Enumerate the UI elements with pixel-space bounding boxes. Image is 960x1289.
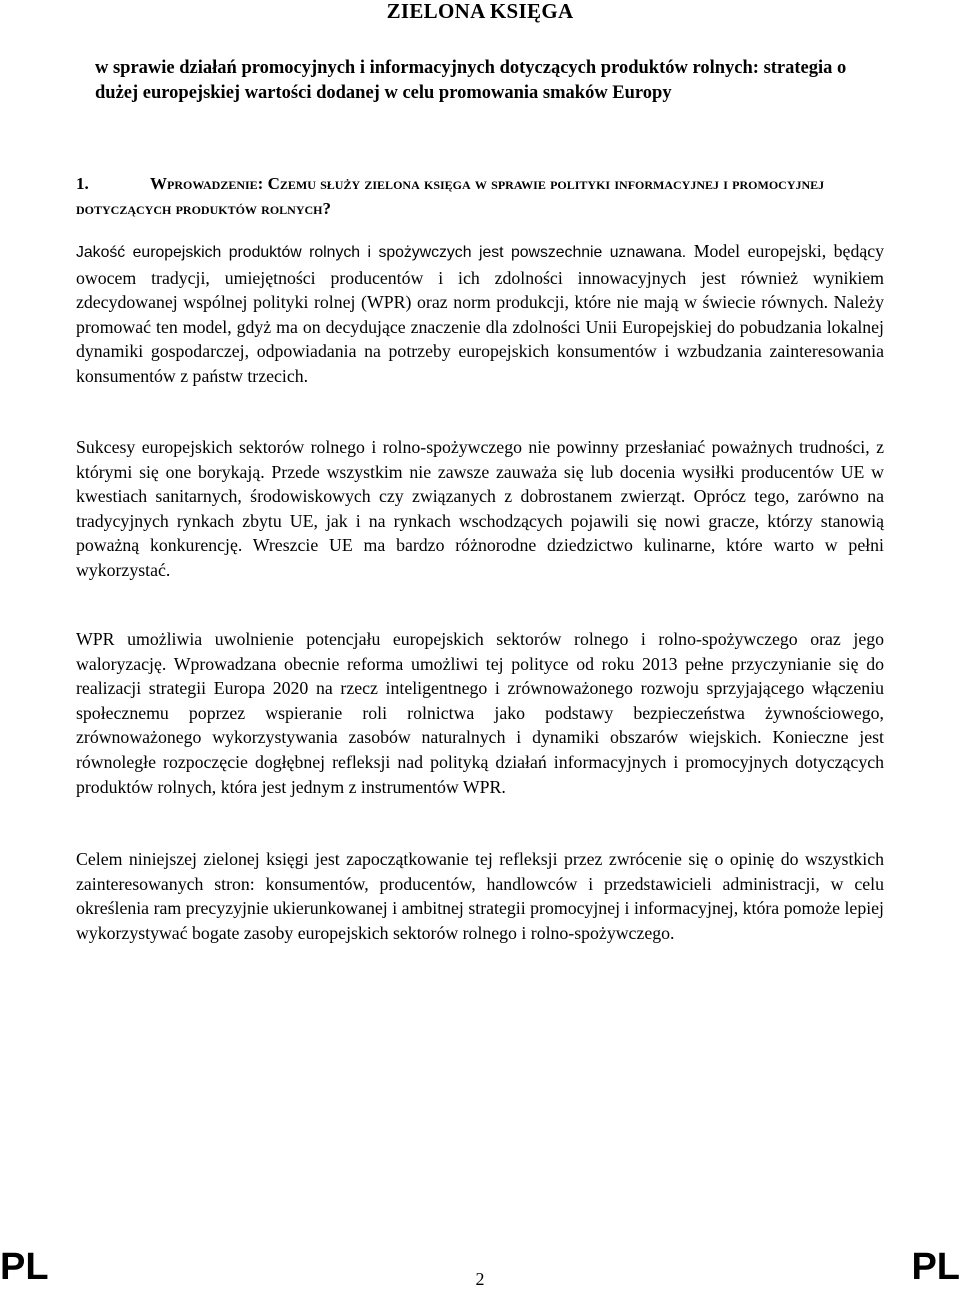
document-title: ZIELONA KSIĘGA: [386, 0, 574, 23]
page-number: 2: [475, 1269, 485, 1289]
section-heading-text: Wprowadzenie: Czemu służy zielona księga w sprawie polityki informacyjnej i promocyjnej dotyczących produktów rolnych?: [76, 174, 825, 218]
footer-language-label-right: PL: [911, 1246, 960, 1288]
paragraph-3: WPR umożliwia uwolnienie potencjału europejskich sektorów rolnego i rolno-spożywczego oraz jego waloryzację. Wprowadzana obecnie reforma umożliwi tej polityce od roku 2013 pełne przyczynianie się do realizacji strategii Europa 2020 na rzecz inteligentnego i zrównoważonego rozwoju sprzyjającego włączeniu społecznemu poprzez wspieranie roli rolnictwa jako podstawy bezpieczeństwa żywnościowego, zrównoważonego wykorzystywania zasobów naturalnych i dynamiki obszarów wiejskich. Konieczne jest równoległe rozpoczęcie dogłębnej refleksji nad polityką działań informacyjnych i promocyjnych dotyczących produktów rolnych, która jest jednym z instrumentów WPR.: [76, 629, 884, 797]
section-number: 1.: [76, 174, 89, 193]
paragraph-1-lead: Jakość europejskich produktów rolnych i spożywczych jest powszechnie uznawana.: [76, 244, 687, 261]
paragraph-1: [76, 239, 884, 389]
paragraph-4: Celem niniejszej zielonej księgi jest zapoczątkowanie tej refleksji przez zwrócenie się o opinię do wszystkich zainteresowanych stron: konsumentów, producentów, handlowców i przedstawicieli administracji, w celu określenia ram precyzyjnie ukierunkowanej i ambitnej strategii promocyjnej i informacyjnej, która pomoże lepiej wykorzystywać bogate zasoby europejskich sektorów rolnego i rolno-spożywczego.: [76, 849, 884, 943]
footer-language-label-left: PL: [0, 1246, 49, 1288]
paragraph-2: Sukcesy europejskich sektorów rolnego i rolno-spożywczego nie powinny przesłaniać poważnych trudności, z którymi się one borykają. Przede wszystkim nie zawsze zauważa się lub docenia wysiłki producentów UE w kwestiach sanitarnych, środowiskowych czy związanych z dobrostanem zwierząt. Oprócz tego, zarówno na tradycyjnych rynkach zbytu UE, jak i na rynkach wschodzących pojawili się nowi gracze, którzy stanowią poważną konkurencję. Wreszcie UE ma bardzo różnorodne dziedzictwo kulinarne, które warto w pełni wykorzystać.: [76, 437, 884, 580]
section-heading: [76, 171, 896, 221]
document-subtitle: w sprawie działań promocyjnych i informacyjnych dotyczących produktów rolnych: strategia o dużej europejskiej wartości dodanej w celu promowania smaków Europy: [95, 58, 847, 103]
paragraph-1-body: Model europejski, będący owocem tradycji, umiejętności producentów i ich zdolności innowacyjnych jest również wynikiem zdecydowanej wspólnej polityki rolnej (WPR) oraz norm produkcji, które nie mają w świecie równych. Należy promować ten model, gdyż ma on decydujące znaczenie dla zdolności Unii Europejskiej do pobudzania lokalnej dynamiki gospodarczej, odpowiadania na potrzeby europejskich konsumentów i wzbudzania zainteresowania konsumentów z państw trzecich.: [76, 241, 885, 386]
